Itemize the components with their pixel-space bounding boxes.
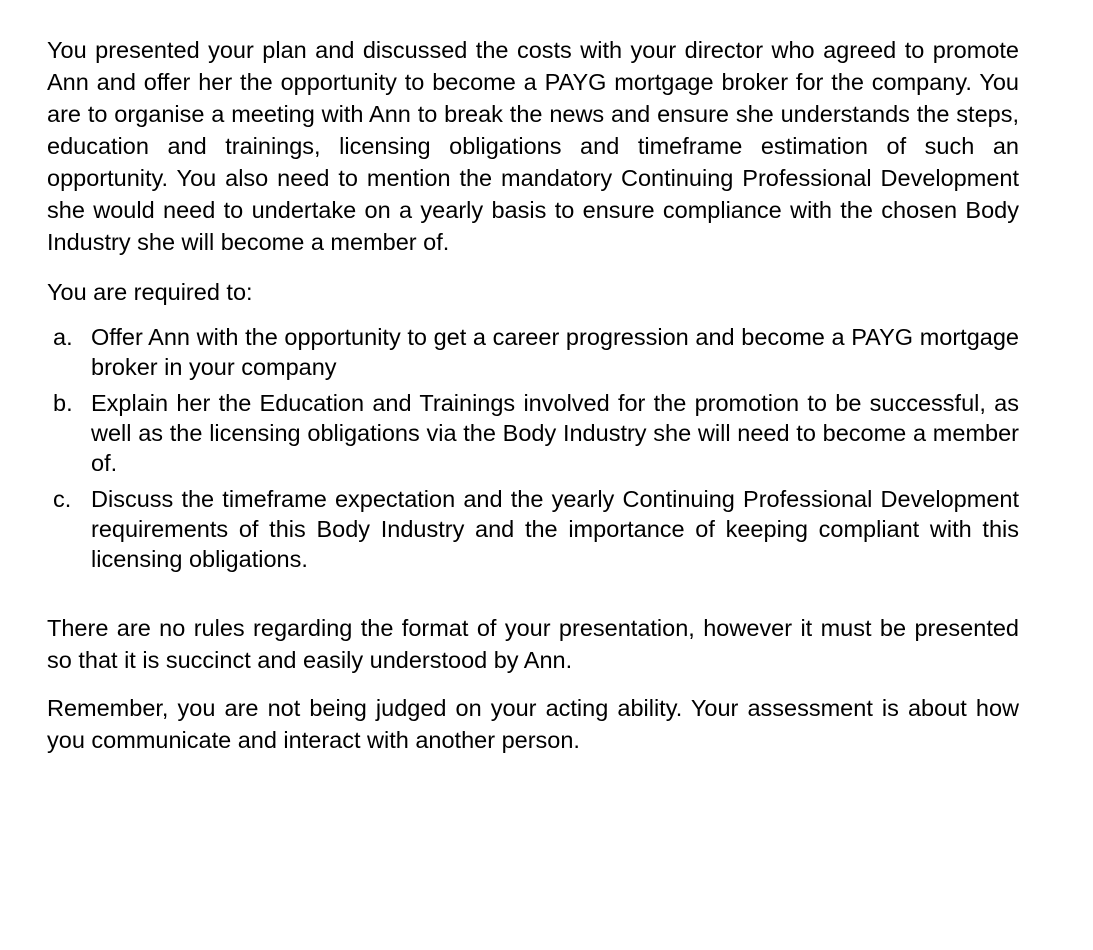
reminder-paragraph: Remember, you are not being judged on your acting ability. Your assessment is about how you communicate and interact with another person. <box>47 695 1019 753</box>
task-item-b <box>47 388 1019 478</box>
task-item-c <box>47 484 1019 574</box>
requirements-heading: You are required to: <box>47 279 253 305</box>
task-text: Discuss the timeframe expectation and the yearly Continuing Professional Development requirements of this Body Industry and the importance of keeping compliant with this licensing obligations. <box>91 486 1019 572</box>
task-item-a <box>47 322 1019 382</box>
format-note-paragraph: There are no rules regarding the format of your presentation, however it must be presented so that it is succinct and easily understood by Ann. <box>47 615 1019 673</box>
task-marker: a. <box>53 324 73 350</box>
task-marker: b. <box>53 390 73 416</box>
task-marker: c. <box>53 486 72 512</box>
task-list <box>47 322 1019 574</box>
task-text: Offer Ann with the opportunity to get a career progression and become a PAYG mortgage broker in your company <box>91 324 1019 380</box>
task-text: Explain her the Education and Trainings involved for the promotion to be successful, as well as the licensing obligations via the Body Industry she will need to become a member of. <box>91 390 1019 476</box>
intro-paragraph: You presented your plan and discussed the costs with your director who agreed to promote Ann and offer her the opportunity to become a PAYG mortgage broker for the company. You are to organise a meeting with Ann to break the news and ensure she understands the steps, education and trainings, licensing obligations and timeframe estimation of such an opportunity. You also need to mention the mandatory Continuing Professional Development she would need to undertake on a yearly basis to ensure compliance with the chosen Body Industry she will become a member of. <box>47 37 1019 255</box>
